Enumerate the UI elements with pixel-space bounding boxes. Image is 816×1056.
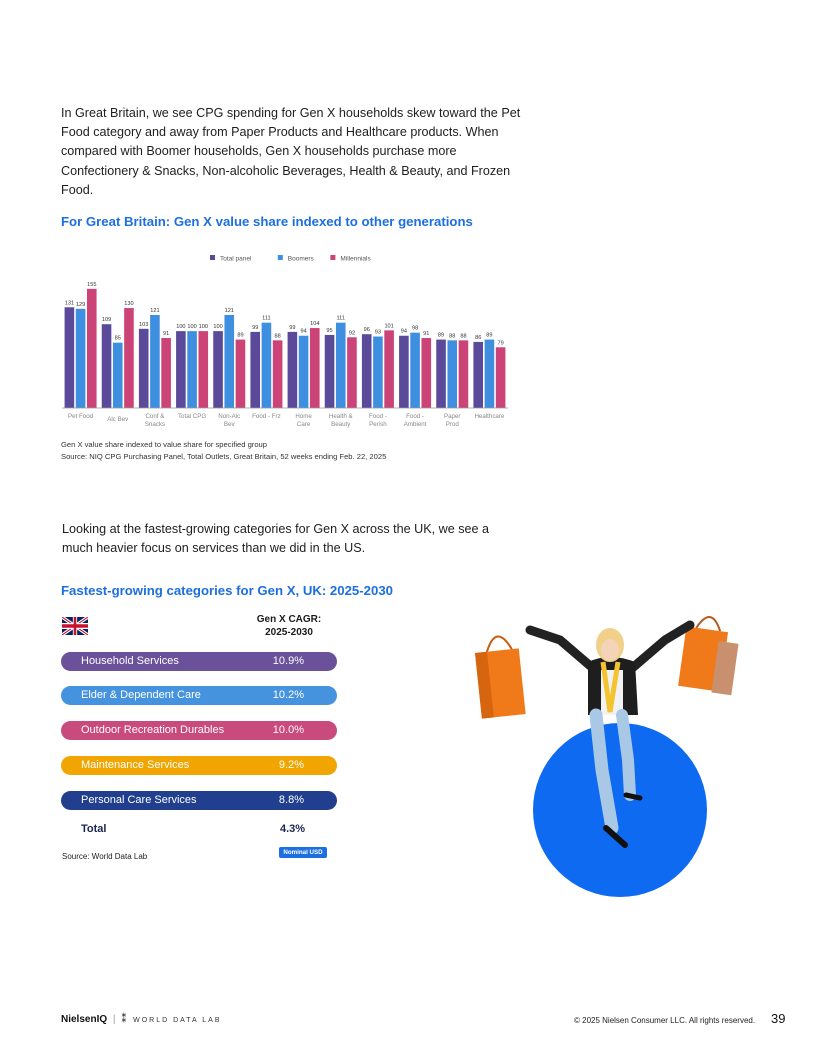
- category-label: Food -: [368, 413, 387, 420]
- data-label: 100: [176, 324, 186, 331]
- category-value: 10.2%: [272, 689, 304, 701]
- data-label: 121: [150, 307, 160, 314]
- data-label: 98: [411, 325, 419, 332]
- data-label: 94: [400, 328, 408, 335]
- category-label: Perish: [369, 421, 387, 428]
- category-label: Care: [296, 421, 311, 428]
- data-label: 96: [363, 327, 370, 334]
- data-label: 91: [162, 331, 170, 338]
- category-label: Maintenance Services: [81, 759, 190, 771]
- data-label: 155: [87, 281, 97, 288]
- bar: [161, 338, 171, 408]
- bar: [288, 332, 298, 408]
- bar: [399, 336, 409, 408]
- category-row-household-services: [61, 652, 337, 671]
- data-label: 88: [460, 333, 467, 340]
- footer-logos: NielsenIQ | ⁑ WORLD DATA LAB: [61, 1014, 222, 1025]
- data-label: 99: [289, 324, 296, 331]
- category-label: Prod: [445, 421, 459, 428]
- data-label: 95: [326, 327, 333, 334]
- bar: [273, 340, 283, 408]
- bar: [373, 337, 383, 408]
- total-value: 4.3%: [280, 823, 306, 835]
- nominal-usd-badge: Nominal USD: [279, 847, 327, 858]
- category-row-elder-care: [61, 686, 337, 705]
- category-label: Food - Frz: [252, 413, 281, 420]
- data-label: 100: [213, 324, 223, 331]
- category-row-personal-care-services: [61, 791, 337, 810]
- category-label: Healthcare: [474, 413, 505, 420]
- total-label: Total: [81, 823, 107, 835]
- legend-label: Millennials: [340, 255, 371, 263]
- category-label: Elder & Dependent Care: [81, 689, 201, 701]
- category-label: Conf &: [145, 413, 165, 420]
- bar: [262, 323, 272, 408]
- bar: [310, 328, 320, 408]
- bar: [113, 343, 123, 408]
- bar: [496, 347, 506, 408]
- category-row-outdoor-recreation: [61, 721, 337, 740]
- data-label: 100: [187, 324, 197, 331]
- bar: [336, 323, 346, 408]
- bar: [347, 337, 357, 408]
- nielseniq-logo: NielsenIQ: [61, 1014, 108, 1025]
- category-label: Alc Bev: [107, 416, 129, 423]
- data-label: 79: [497, 340, 504, 347]
- bar: [139, 329, 149, 408]
- bar: [384, 330, 394, 408]
- category-label: Beauty: [331, 421, 351, 428]
- cagr-column-header: [250, 614, 328, 639]
- data-label: 91: [423, 331, 430, 338]
- data-label: 101: [384, 323, 394, 330]
- uk-heading: Fastest-growing categories for Gen X, UK: 2025-2030: [61, 583, 393, 598]
- bar: [250, 332, 260, 408]
- category-label: Household Services: [81, 655, 179, 667]
- chart-note: Gen X value share indexed to value share for specified group: [61, 440, 268, 449]
- data-label: 85: [114, 335, 121, 342]
- data-label: 89: [237, 332, 244, 339]
- cagr-header-line2: 2025-2030: [265, 626, 313, 638]
- bar: [459, 340, 469, 408]
- category-value: 8.8%: [278, 794, 304, 806]
- legend-label: Boomers: [287, 255, 314, 263]
- data-label: 109: [101, 317, 112, 324]
- bar: [65, 307, 75, 408]
- data-label: 86: [475, 334, 482, 341]
- bar: [76, 309, 86, 408]
- bar: [421, 338, 431, 408]
- data-label: 99: [252, 324, 259, 331]
- data-label: 111: [262, 315, 271, 322]
- legend-swatch: [330, 255, 335, 260]
- bar: [150, 315, 160, 408]
- world-data-lab-logo-icon: ⁑: [121, 1014, 127, 1025]
- bar: [473, 342, 483, 408]
- category-value: 9.2%: [278, 759, 304, 771]
- bar: [236, 340, 246, 408]
- data-label: 89: [486, 332, 493, 339]
- data-label: 131: [64, 300, 75, 307]
- data-label: 103: [139, 321, 149, 328]
- uk-flag-icon: [62, 617, 88, 635]
- category-label: Outdoor Recreation Durables: [81, 724, 225, 736]
- bar: [187, 331, 197, 408]
- gen-x-index-chart: [50, 245, 520, 435]
- bar: [224, 315, 234, 408]
- data-label: 92: [348, 330, 356, 337]
- bar: [362, 334, 372, 408]
- category-label: Snacks: [144, 421, 166, 428]
- data-label: 88: [449, 333, 456, 340]
- data-label: 94: [300, 328, 307, 335]
- data-label: 88: [274, 333, 281, 340]
- category-row-maintenance-services: [61, 756, 337, 775]
- bar: [87, 289, 97, 408]
- uk-source: Source: World Data Lab: [62, 852, 148, 861]
- category-label: Pet Food: [68, 413, 94, 420]
- bar: [299, 336, 309, 408]
- category-label: Non-Alc: [218, 413, 241, 420]
- category-label: Personal Care Services: [81, 794, 197, 806]
- category-label: Home: [295, 413, 312, 420]
- legend-label: Total panel: [220, 255, 252, 263]
- bar: [485, 340, 495, 408]
- data-label: 129: [75, 301, 86, 308]
- category-value: 10.0%: [272, 724, 304, 736]
- category-label: Health &: [328, 413, 353, 420]
- data-label: 121: [224, 307, 234, 314]
- legend-swatch: [278, 255, 283, 260]
- category-label: Food -: [406, 413, 425, 420]
- bar: [447, 340, 457, 408]
- data-label: 104: [310, 321, 320, 328]
- uk-paragraph: Looking at the fastest-growing categories for Gen X across the UK, we see a much heavier focus on services than we did in the US.: [62, 522, 490, 556]
- bar: [176, 331, 186, 408]
- legend-swatch: [210, 255, 215, 260]
- category-value: 10.9%: [272, 655, 304, 667]
- page-number: 39: [771, 1011, 786, 1026]
- bar: [436, 340, 446, 408]
- data-label: 111: [336, 315, 346, 322]
- category-label: Total CPG: [177, 413, 207, 420]
- data-label: 100: [198, 324, 208, 331]
- category-label: Ambient: [403, 421, 427, 428]
- data-label: 130: [124, 301, 134, 308]
- category-label: Bev: [223, 421, 235, 428]
- cagr-header-line1: Gen X CAGR:: [256, 614, 322, 625]
- bar: [325, 335, 335, 408]
- intro-paragraph: In Great Britain, we see CPG spending for Gen X households skew toward the Pet Food category and away from Paper Products and Healthcare products. When compared with Boomer households, Gen X households purchase more Confectionery & Snacks, Non-alcoholic Beverages, Health & Beauty, and Frozen Food.: [61, 106, 521, 197]
- bar: [410, 333, 420, 408]
- chart-source: Source: NIQ CPG Purchasing Panel, Total Outlets, Great Britain, 52 weeks ending Feb. 22, 2025: [61, 452, 387, 461]
- bar: [124, 308, 134, 408]
- copyright: © 2025 Nielsen Consumer LLC. All rights reserved.: [574, 1016, 756, 1025]
- world-data-lab-text: WORLD DATA LAB: [133, 1017, 222, 1024]
- bar: [102, 324, 112, 408]
- chart-heading: For Great Britain: Gen X value share indexed to other generations: [61, 214, 473, 229]
- shopper-photo: [470, 600, 750, 900]
- bar: [198, 331, 208, 408]
- category-label: Paper: [443, 413, 461, 420]
- bar: [213, 331, 223, 408]
- data-label: 93: [374, 329, 382, 336]
- data-label: 89: [437, 332, 445, 339]
